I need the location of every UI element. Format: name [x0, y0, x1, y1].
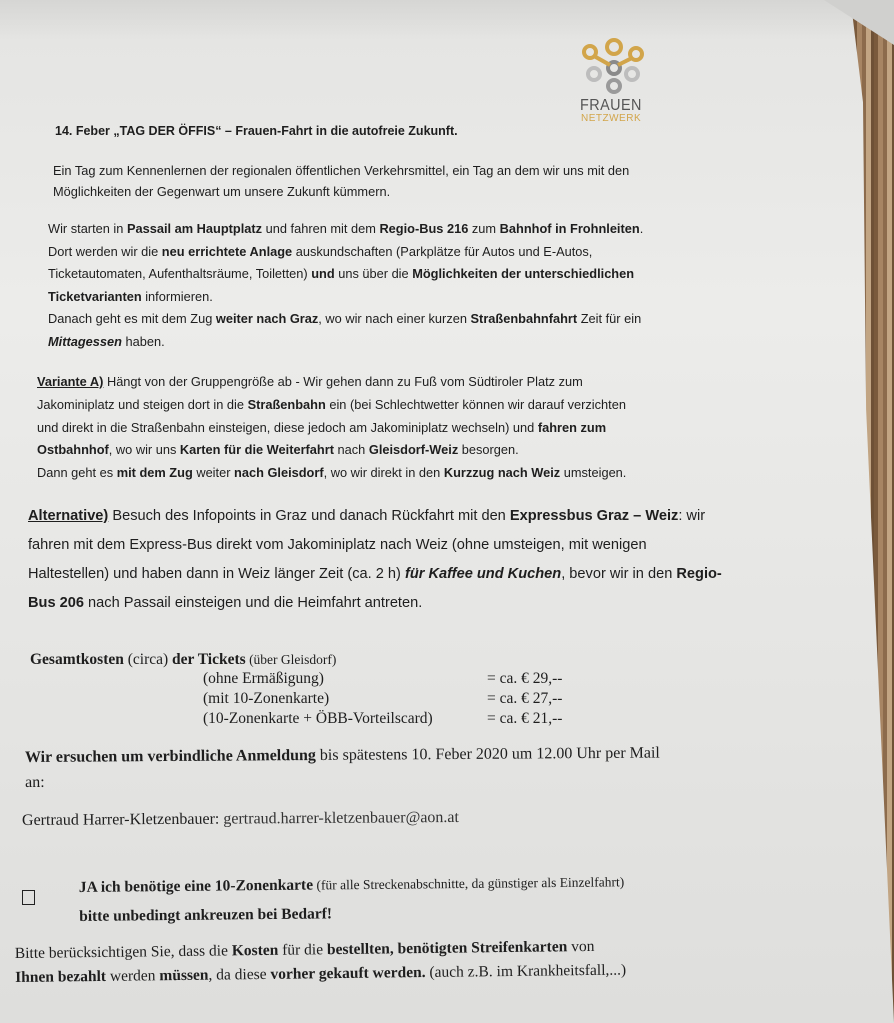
text-line — [37, 417, 626, 440]
text-segment: Ihnen bezahlt — [15, 967, 107, 986]
text-segment: , bevor wir in den — [561, 566, 677, 582]
text-segment: Ein Tag zum Kennenlernen der regionalen öffentlichen Verkehrsmittel, ein Tag an dem wir uns mit den — [53, 163, 630, 178]
text-segment: neu errichtete Anlage — [161, 243, 293, 259]
cost-label: (10-Zonenkarte + ÖBB-Vorteilscard) — [203, 710, 433, 727]
text-segment: Jakominiplatz und steigen dort in die — [37, 396, 248, 412]
text-line — [53, 181, 629, 202]
text-segment: Besuch des Infopoints in Graz und danach Rückfahrt mit den — [108, 508, 510, 524]
text-segment: Mittagessen — [48, 333, 122, 349]
text-segment: Dort werden wir die — [48, 243, 162, 259]
text-line — [55, 121, 458, 141]
text-line — [48, 263, 643, 286]
text-segment: Kosten — [231, 941, 279, 960]
itinerary-paragraph — [48, 218, 643, 353]
text-segment: und — [311, 266, 335, 281]
cost-notice-paragraph — [15, 935, 627, 990]
text-segment: Gleisdorf-Weiz — [368, 442, 459, 458]
logo-text-netzwerk: NETZWERK — [581, 113, 642, 124]
cost-value: = ca. € 27,-- — [487, 690, 563, 707]
text-segment: bestellten, benötigten Streifenkarten — [326, 938, 568, 959]
text-line — [48, 331, 643, 354]
text-segment: mit dem Zug — [116, 465, 193, 481]
cost-label: (ohne Ermäßigung) — [203, 670, 324, 687]
text-segment: Passail am Hauptplatz — [126, 221, 263, 236]
text-segment: : wir — [678, 508, 706, 524]
text-segment: Bus 206 — [28, 595, 84, 611]
text-segment: Ticketautomaten, Aufenthaltsräume, Toiletten) — [48, 266, 312, 281]
text-segment: bis spätestens 10. Feber 2020 um 12.00 Uhr per Mail — [315, 744, 660, 764]
text-line — [30, 650, 336, 670]
text-segment: nach Passail einsteigen und die Heimfahrt antreten. — [83, 595, 423, 611]
text-segment: und fahren mit dem — [262, 221, 380, 236]
text-segment: Variante A) — [37, 374, 104, 389]
text-line — [28, 560, 722, 589]
text-segment: Straßenbahnfahrt — [470, 311, 578, 326]
text-segment: Dann geht es — [37, 465, 117, 481]
text-line — [28, 589, 722, 618]
text-segment: Regio- — [676, 566, 722, 582]
text-segment: an: — [25, 773, 45, 791]
text-segment: und direkt in die Straßenbahn einsteigen, diese jedoch am Jakominiplatz wechseln) und — [37, 419, 538, 435]
cost-label: (mit 10-Zonenkarte) — [203, 690, 330, 707]
text-segment: bitte unbedingt ankreuzen bei Bedarf! — [79, 905, 333, 925]
text-segment: haben. — [121, 333, 165, 349]
text-segment: (über Gleisdorf) — [245, 652, 337, 667]
text-segment: Wir starten in — [48, 221, 127, 236]
paper-shadow — [0, 0, 894, 40]
text-segment: Karten für die Weiterfahrt — [179, 442, 334, 458]
text-segment: müssen — [159, 966, 209, 985]
text-segment: Wir ersuchen um verbindliche Anmeldung — [24, 746, 316, 767]
text-segment: informieren. — [141, 288, 213, 304]
cost-value: = ca. € 29,-- — [487, 670, 563, 687]
registration-paragraph — [25, 741, 660, 795]
text-segment: Haltestellen) und haben dann in Weiz länger Zeit (ca. 2 h) — [28, 566, 405, 582]
text-line — [48, 218, 643, 241]
text-segment: auskundschaften (Parkplätze für Autos und E-Autos, — [292, 243, 593, 259]
text-segment: besorgen. — [458, 442, 519, 458]
text-segment: (auch z.B. im Krankheitsfall,...) — [425, 961, 627, 981]
text-line — [25, 741, 660, 770]
text-segment: (circa) — [123, 651, 173, 668]
text-segment: Ostbahnhof — [37, 442, 109, 458]
contact-line — [22, 809, 459, 830]
text-segment: . — [639, 221, 644, 236]
text-line — [28, 531, 722, 560]
text-line — [48, 286, 643, 309]
logo-text-frauen: FRAUEN — [580, 97, 642, 114]
intro-paragraph — [53, 160, 629, 202]
text-line — [79, 896, 625, 931]
text-segment: Gesamtkosten — [30, 651, 124, 668]
text-segment: Bitte berücksichtigen Sie, dass die — [14, 942, 232, 963]
text-segment: Danach geht es mit dem Zug — [48, 311, 216, 326]
text-segment: Hängt von der Gruppengröße ab - Wir gehen dann zu Fuß vom Südtiroler Platz zum — [103, 374, 583, 389]
text-segment: Möglichkeiten der Gegenwart um unsere Zukunft kümmern. — [53, 184, 391, 199]
text-segment: (für alle Streckenabschnitte, da günstiger als Einzelfahrt) — [312, 874, 625, 893]
text-segment: , da diese — [208, 965, 271, 984]
contact-name: Gertraud Harrer-Kletzenbauer: — [21, 810, 224, 829]
text-segment: , wo wir uns — [108, 442, 180, 458]
text-segment: der Tickets — [172, 651, 246, 668]
text-line — [37, 462, 626, 485]
text-line — [48, 308, 643, 331]
text-segment: Regio-Bus 216 — [379, 221, 469, 236]
text-segment: ein (bei Schlechtwetter können wir darauf verzichten — [325, 396, 626, 412]
document-title — [55, 121, 458, 141]
wooden-table-edge — [832, 0, 894, 1023]
text-line — [48, 241, 643, 264]
text-segment: weiter — [192, 465, 235, 481]
text-segment: werden — [105, 967, 160, 985]
text-segment: Kurzzug nach Weiz — [443, 465, 561, 481]
cost-value: = ca. € 21,-- — [487, 710, 563, 727]
text-line — [37, 394, 626, 417]
text-line — [25, 766, 660, 795]
contact-email-link[interactable]: gertraud.harrer-kletzenbauer@aon.at — [223, 808, 459, 828]
text-line — [37, 439, 626, 462]
text-segment: , wo wir direkt in den — [323, 465, 444, 481]
text-segment: von — [567, 937, 595, 956]
total-cost-heading — [30, 650, 336, 670]
text-segment: Ticketvarianten — [48, 288, 142, 304]
text-segment: nach — [333, 442, 369, 458]
text-segment: fahren zum — [537, 419, 607, 435]
text-segment: nach Gleisdorf — [234, 465, 324, 481]
text-segment: zum — [468, 221, 500, 236]
text-segment: für Kaffee und Kuchen — [404, 566, 562, 582]
text-segment: 14. Feber „TAG DER ÖFFIS“ – Frauen-Fahrt in die autofreie Zukunft. — [55, 124, 458, 138]
text-segment: JA ich benötige eine 10-Zonenkarte — [78, 876, 314, 897]
zonenkarte-request — [79, 867, 625, 931]
text-segment: Straßenbahn — [247, 396, 326, 412]
variant-a-paragraph — [37, 371, 626, 485]
text-segment: weiter nach Graz — [215, 311, 319, 326]
text-segment: uns über die — [334, 266, 413, 281]
text-segment: , wo wir nach einer kurzen — [318, 311, 471, 326]
text-segment: für die — [278, 941, 328, 959]
text-segment: Zeit für ein — [577, 311, 642, 326]
text-segment: Expressbus Graz – Weiz — [509, 508, 679, 524]
text-segment: vorher gekauft werden. — [270, 963, 426, 983]
text-line — [37, 371, 626, 394]
text-segment: Alternative) — [28, 508, 109, 524]
text-line — [28, 502, 722, 531]
alternative-paragraph — [28, 502, 722, 618]
text-segment: Bahnhof in Frohnleiten — [499, 221, 640, 236]
text-segment: umsteigen. — [560, 465, 627, 481]
text-line — [53, 160, 629, 181]
zonenkarte-checkbox[interactable] — [22, 890, 35, 905]
text-line — [79, 867, 625, 902]
text-segment: fahren mit dem Express-Bus direkt vom Jakominiplatz nach Weiz (ohne umsteigen, mit wenigen — [28, 537, 647, 553]
text-segment: Möglichkeiten der unterschiedlichen — [412, 266, 635, 281]
